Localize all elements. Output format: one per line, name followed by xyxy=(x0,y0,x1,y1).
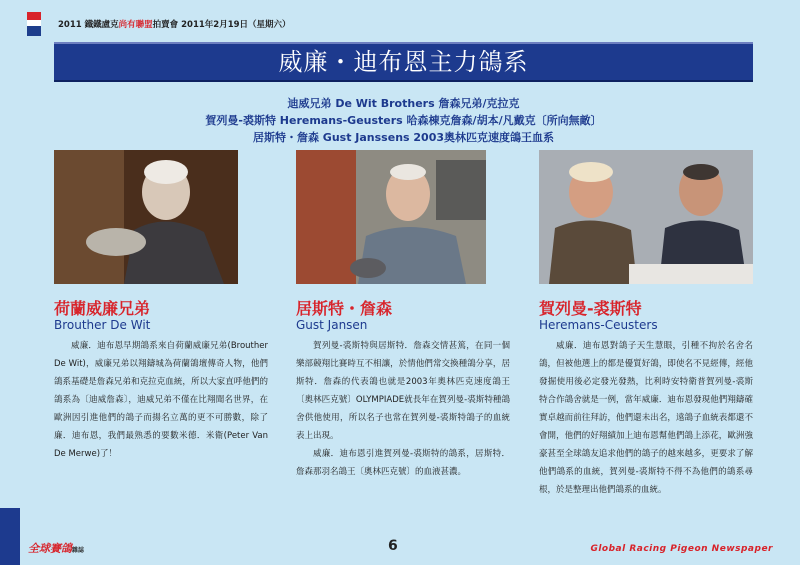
paragraph: 威廉．迪布恩早期鴿系來自荷蘭威廉兄弟(Brouther De Wit)，威廉兄弟以翔鑄城為荷蘭鴿壇傳奇人物，他們鴿系基礎是詹森兄弟和克拉克血統，所以大家直呼他們的鴿系為〔迪威詹森〕，迪威兄弟不僅在比翔聞名世界，在歐洲因引進他們的鴿子而揚名立萬的更不可勝數，除了廉．迪布恩，我們最熟悉的要數米德．米衛(Peter Van De Merwe)了！ xyxy=(54,341,268,459)
header-line: 2011 鐵鐵盧克尚有聯盟拍賣會 2011年2月19日（星期六） xyxy=(58,20,291,30)
column-title: 居斯特・詹森 xyxy=(296,299,393,318)
subtitle-line: 居斯特・詹森 Gust Janssens 2003奧林匹克速度鴿王血系 xyxy=(252,131,555,144)
footer-logo: 全球賽鴿雜誌 xyxy=(28,542,85,555)
column-subtitle: Heremans-Ceusters xyxy=(539,318,658,332)
footer-publication: Global Racing Pigeon Newspaper xyxy=(590,544,773,554)
column-title: 賀列曼-裘斯特 xyxy=(539,299,642,318)
photo-gust-jansen xyxy=(296,150,486,284)
header-date: 2011年2月19日（星期六） xyxy=(181,20,291,30)
title-banner xyxy=(54,42,753,82)
paragraph: 威廉．迪布恩對鴿子天生慧眼，引種不拘於名舍名鴿，但被他選上的都是優質好鴿，即使名不見經傳，經他發掘使用後必定發光發熱，比利時安特衛普賀列曼-裘斯特合作鴿舍就是一例，當年威廉．迪布恩發現他們翔鑄確實卓越而前往拜訪，他們還未出名，遠鴿子血統表都還不會開，他們的好翔績加上迪布恩幫他們鴿上添花，歐洲強豪甚至全球鴿友追求他們的鴿子的越來越多，更要求了解他們鴿系的血統，賀列曼-裘斯特不得不為他們的鴿系尋根，於是整理出他們鴿系的血統。 xyxy=(539,341,753,495)
header-brand: 尚有聯盟 xyxy=(118,20,153,30)
paragraph: 賀列曼-裘斯特與居斯特．詹森交情甚篤，在同一個樂部競翔比賽時互不相讓，於情他們常交換種鴿分享，居斯特．詹森的代表鴿也就是2003年奧林匹克速度鴿王〔奧林匹克號〕OLYMPIADE就長年在賀列曼-裘斯特種鴿舍供他使用，所以名子也常在賀列曼-裘斯特鴿子的血統表上出現。 xyxy=(296,341,510,441)
page-title: 威廉・迪布恩主力鴿系 xyxy=(278,48,529,76)
flag-icon xyxy=(27,12,41,38)
column-body xyxy=(539,337,753,499)
photo-de-wit xyxy=(54,150,238,284)
column-body xyxy=(54,337,268,463)
column-subtitle: Brouther De Wit xyxy=(54,318,151,332)
page-number: 6 xyxy=(388,538,398,554)
column-title: 荷蘭威廉兄弟 xyxy=(54,299,151,318)
subtitle-line: 迪威兄弟 De Wit Brothers 詹森兄弟/克拉克 xyxy=(287,97,520,110)
subtitle-line: 賀列曼-裘斯特 Heremans-Geusters 哈森棟克詹森/胡本/凡戴克〔所向無敵〕 xyxy=(205,114,602,127)
column-subtitle: Gust Jansen xyxy=(296,318,368,332)
paragraph: 威廉．迪布恩引進賀列曼-裘斯特的鴿系，居斯特．詹森那羽名鴿王〔奧林匹克號〕的血液甚濃。 xyxy=(296,449,510,477)
column-body xyxy=(296,337,510,481)
page-edge-bar xyxy=(0,508,20,565)
photo-heremans-ceusters xyxy=(539,150,753,284)
